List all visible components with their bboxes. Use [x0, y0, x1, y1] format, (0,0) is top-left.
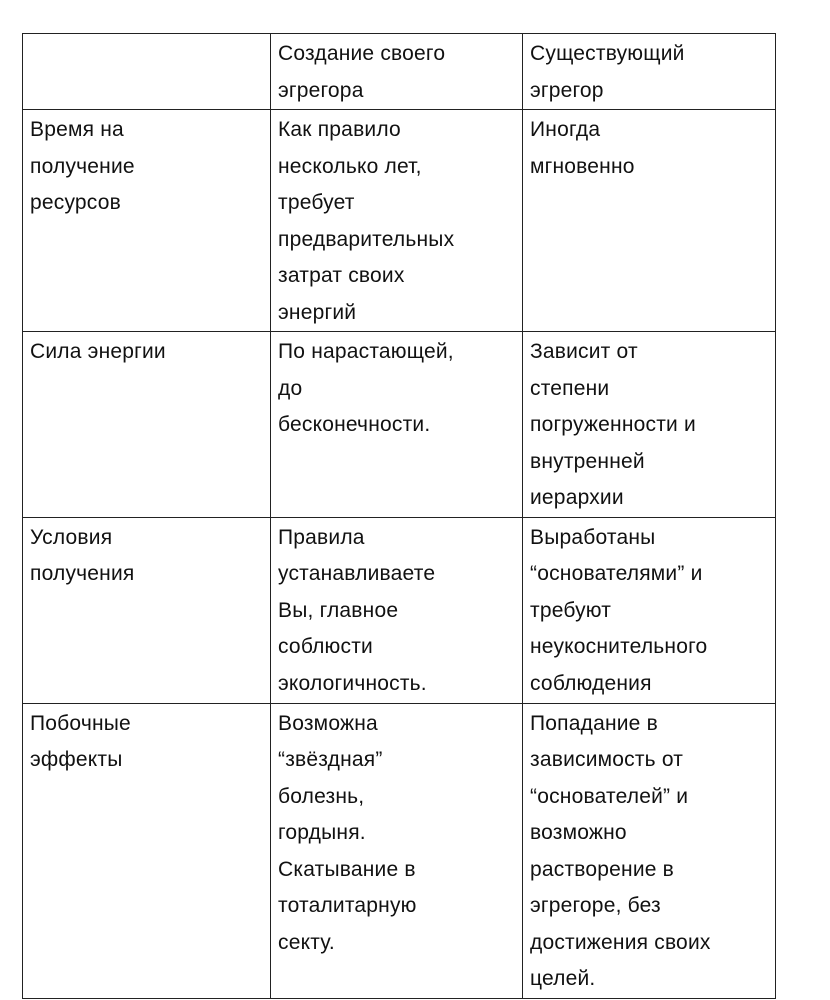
cell-text-line: эгрегор — [530, 78, 604, 102]
row-energy-strength — [23, 332, 776, 518]
cell-text-line: несколько лет, — [278, 154, 422, 178]
cell-text-line: соблюдения — [530, 671, 652, 695]
cell-text-line: требует — [278, 191, 355, 214]
cell-text-line: бесконечности. — [278, 413, 431, 436]
cell-text-line: экологичность. — [278, 671, 427, 695]
cell-text-line: возможно — [530, 821, 627, 844]
cell-text-line: требуют — [530, 598, 612, 622]
row-header — [23, 517, 271, 703]
table-cell — [271, 517, 523, 703]
cell-text-line: предварительных — [278, 227, 455, 251]
table-cell — [523, 332, 776, 518]
cell-text-line: эффекты — [30, 748, 123, 771]
table-cell — [271, 332, 523, 518]
cell-text-line: достижения своих — [530, 930, 711, 954]
header-row — [23, 34, 776, 110]
cell-text-line: секту. — [278, 930, 335, 954]
cell-text-line: гордыня. — [278, 821, 366, 844]
cell-text-line: Время на — [30, 118, 124, 141]
cell-text-line: Существующий — [530, 42, 685, 65]
cell-text-line: получения — [30, 562, 135, 585]
cell-text-line: Выработаны — [530, 525, 656, 549]
table-cell — [523, 110, 776, 332]
row-conditions — [23, 517, 776, 703]
cell-text-line: внутренней — [530, 449, 645, 473]
cell-text-line: болезнь, — [278, 784, 365, 808]
cell-text-line: неукоснительного — [530, 635, 708, 658]
cell-text-line: целей. — [530, 967, 596, 990]
cell-text-line: мгновенно — [530, 154, 635, 178]
cell-text-line: зависимость от — [530, 748, 684, 771]
table-cell — [523, 703, 776, 998]
table-cell — [271, 703, 523, 998]
cell-text-line: растворение в — [530, 857, 675, 881]
cell-text-line: ресурсов — [30, 191, 121, 214]
cell-text-line: Иногда — [530, 118, 601, 141]
cell-text-line: эгрегора — [278, 78, 364, 102]
cell-text-line: Возможна — [278, 711, 378, 735]
cell-text-line: Сила энергии — [30, 340, 166, 363]
cell-text-line: иерархии — [530, 486, 624, 509]
cell-text-line: “основателями” и — [530, 562, 703, 585]
cell-text-line: эгрегоре, без — [530, 894, 661, 917]
cell-text-line: “основателей” и — [530, 784, 689, 808]
cell-text-line: Правила — [278, 525, 365, 549]
cell-text-line: “звёздная” — [278, 748, 383, 771]
column-header — [271, 34, 523, 110]
cell-text-line: Как правило — [278, 118, 401, 141]
cell-text-line: получение — [30, 154, 135, 178]
table-cell — [523, 517, 776, 703]
cell-text-line: Скатывание в — [278, 857, 416, 881]
cell-text-line: Вы, главное — [278, 598, 399, 622]
row-time — [23, 110, 776, 332]
row-side-effects — [23, 703, 776, 998]
table-cell — [271, 110, 523, 332]
cell-text-line: устанавливаете — [278, 562, 436, 585]
cell-text-line: до — [278, 376, 303, 400]
cell-text-line: Зависит от — [530, 340, 638, 363]
cell-text-line: погруженности и — [530, 413, 696, 436]
cell-text-line: степени — [530, 376, 610, 400]
row-header — [23, 332, 271, 518]
column-header — [523, 34, 776, 110]
column-header — [23, 34, 271, 110]
row-header — [23, 703, 271, 998]
cell-text-line: Условия — [30, 525, 113, 549]
cell-text-line: Побочные — [30, 711, 131, 735]
cell-text-line: Создание своего — [278, 42, 446, 65]
row-header — [23, 110, 271, 332]
cell-text-line: Попадание в — [530, 711, 658, 735]
cell-text-line: соблюсти — [278, 635, 373, 658]
cell-text-line: тоталитарную — [278, 894, 417, 917]
cell-text-line: По нарастающей, — [278, 340, 454, 363]
cell-text-line: затрат своих — [278, 264, 405, 287]
cell-text-line: энергий — [278, 300, 357, 324]
comparison-table — [22, 33, 776, 999]
